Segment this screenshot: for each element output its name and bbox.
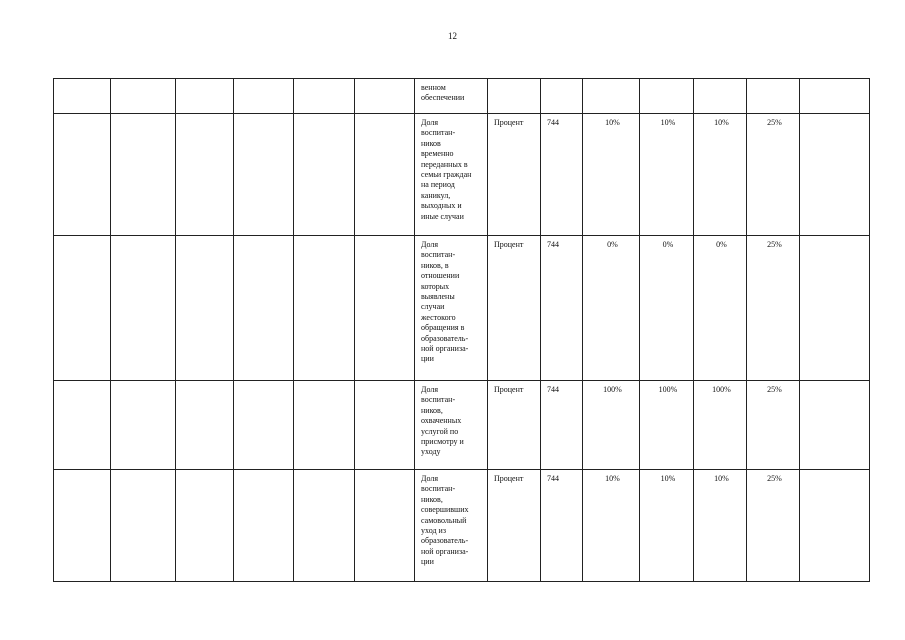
empty-cell bbox=[294, 470, 355, 582]
okei-code-cell: 744 bbox=[541, 381, 583, 470]
empty-cell bbox=[234, 236, 294, 381]
table-row bbox=[54, 470, 870, 582]
deviation-cell: 25% bbox=[747, 114, 800, 236]
empty-cell bbox=[111, 79, 176, 114]
empty-cell bbox=[54, 470, 111, 582]
empty-cell bbox=[234, 381, 294, 470]
value-cell-2: 10% bbox=[640, 470, 694, 582]
empty-cell bbox=[294, 114, 355, 236]
table-row bbox=[54, 79, 870, 114]
table-row bbox=[54, 236, 870, 381]
indicator-name-cell: Доля воспитан- ников, охваченных услугой по присмотру и уходу bbox=[415, 381, 488, 470]
empty-cell bbox=[355, 470, 415, 582]
indicator-name-cell: Доля воспитан- ников временно переданных в семьи граждан на период каникул, выходных и иные случаи bbox=[415, 114, 488, 236]
empty-cell bbox=[111, 381, 176, 470]
table-row bbox=[54, 381, 870, 470]
empty-cell bbox=[54, 381, 111, 470]
value-cell-2: 100% bbox=[640, 381, 694, 470]
value-cell-3: 10% bbox=[694, 114, 747, 236]
value-cell-3: 100% bbox=[694, 381, 747, 470]
empty-cell bbox=[176, 470, 234, 582]
table-row bbox=[54, 114, 870, 236]
okei-code-cell: 744 bbox=[541, 114, 583, 236]
empty-cell bbox=[111, 470, 176, 582]
okei-code-cell bbox=[541, 79, 583, 114]
empty-cell bbox=[176, 381, 234, 470]
value-cell-2: 10% bbox=[640, 114, 694, 236]
deviation-cell: 25% bbox=[747, 381, 800, 470]
indicator-name-cell: Доля воспитан- ников, совершивших самовольный уход из образователь- ной организа- ции bbox=[415, 470, 488, 582]
value-cell-3: 0% bbox=[694, 236, 747, 381]
value-cell-1: 10% bbox=[583, 114, 640, 236]
empty-cell bbox=[111, 114, 176, 236]
unit-cell: Процент bbox=[488, 381, 541, 470]
empty-cell bbox=[800, 79, 870, 114]
empty-cell bbox=[176, 236, 234, 381]
empty-cell bbox=[54, 114, 111, 236]
unit-cell: Процент bbox=[488, 114, 541, 236]
deviation-cell: 25% bbox=[747, 470, 800, 582]
deviation-cell: 25% bbox=[747, 236, 800, 381]
empty-cell bbox=[234, 470, 294, 582]
unit-cell: Процент bbox=[488, 470, 541, 582]
value-cell-1: 10% bbox=[583, 470, 640, 582]
empty-cell bbox=[800, 114, 870, 236]
empty-cell bbox=[294, 79, 355, 114]
empty-cell bbox=[800, 470, 870, 582]
indicator-name-cell: венном обеспечении bbox=[415, 79, 488, 114]
empty-cell bbox=[176, 114, 234, 236]
value-cell-3: 10% bbox=[694, 470, 747, 582]
okei-code-cell: 744 bbox=[541, 236, 583, 381]
value-cell-2: 0% bbox=[640, 236, 694, 381]
empty-cell bbox=[234, 79, 294, 114]
value-cell-1: 100% bbox=[583, 381, 640, 470]
empty-cell bbox=[800, 236, 870, 381]
value-cell-1: 0% bbox=[583, 236, 640, 381]
value-cell-3 bbox=[694, 79, 747, 114]
empty-cell bbox=[234, 114, 294, 236]
empty-cell bbox=[294, 236, 355, 381]
empty-cell bbox=[111, 236, 176, 381]
empty-cell bbox=[294, 381, 355, 470]
empty-cell bbox=[54, 79, 111, 114]
empty-cell bbox=[355, 114, 415, 236]
indicator-table bbox=[53, 78, 870, 582]
value-cell-2 bbox=[640, 79, 694, 114]
empty-cell bbox=[355, 79, 415, 114]
value-cell-1 bbox=[583, 79, 640, 114]
unit-cell: Процент bbox=[488, 236, 541, 381]
okei-code-cell: 744 bbox=[541, 470, 583, 582]
indicator-name-cell: Доля воспитан- ников, в отношении которых выявлены случаи жестокого обращения в образователь- ной организа- ции bbox=[415, 236, 488, 381]
deviation-cell bbox=[747, 79, 800, 114]
empty-cell bbox=[176, 79, 234, 114]
unit-cell bbox=[488, 79, 541, 114]
page-number: 12 bbox=[448, 31, 457, 41]
empty-cell bbox=[800, 381, 870, 470]
empty-cell bbox=[54, 236, 111, 381]
empty-cell bbox=[355, 381, 415, 470]
empty-cell bbox=[355, 236, 415, 381]
